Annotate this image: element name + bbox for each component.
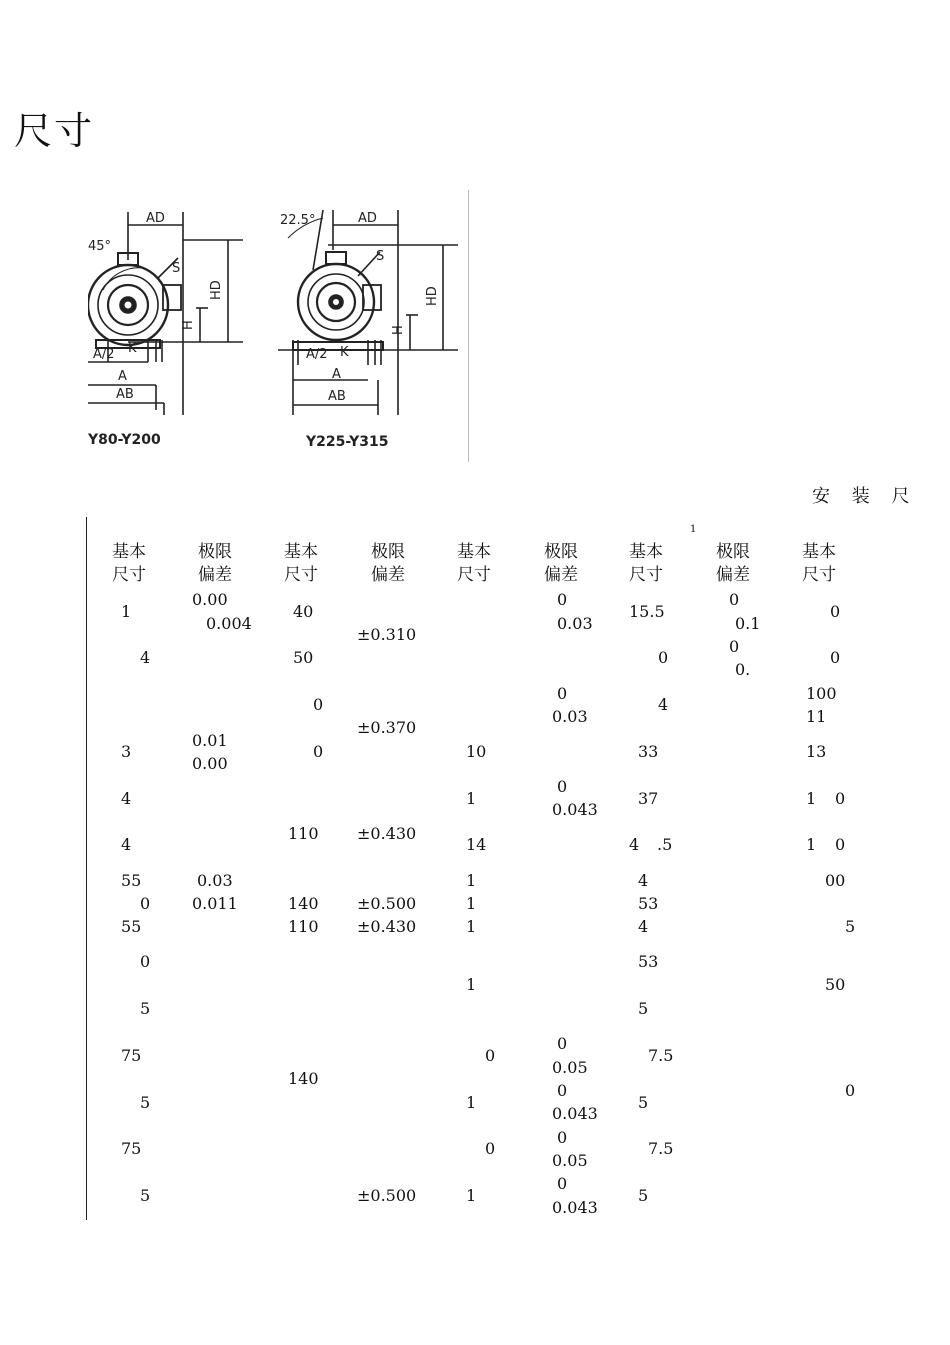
- table-cell: 75: [121, 1046, 142, 1065]
- table-cell: 5: [638, 1186, 649, 1205]
- table-cell: 1: [466, 1186, 477, 1205]
- table-cell: 4: [121, 835, 132, 854]
- column-header-line2: 偏差: [198, 565, 232, 585]
- table-cell: 1: [806, 835, 817, 854]
- table-cell: 10: [466, 742, 487, 761]
- table-cell: 0.03: [552, 707, 588, 726]
- table-cell: 0: [313, 742, 324, 761]
- table-cell: 0.004: [206, 614, 252, 633]
- table-cell: .5: [657, 835, 673, 854]
- column-header-line1: 基本: [457, 542, 491, 562]
- table-cell: 0: [835, 789, 846, 808]
- table-cell: 0: [557, 590, 568, 609]
- table-cell: 1: [466, 917, 477, 936]
- table-cell: 0: [830, 602, 841, 621]
- table-cell: 50: [825, 975, 846, 994]
- table-cell: 0: [845, 1081, 856, 1100]
- table-cell: 1: [806, 789, 817, 808]
- table-cell: 0: [557, 1128, 568, 1147]
- table-cell: 1: [466, 789, 477, 808]
- left-motor-drawing: [88, 212, 243, 415]
- column-header-line1: 基本: [629, 542, 663, 562]
- table-cell: 0.00: [192, 590, 228, 609]
- right-ab-label: AB: [328, 389, 346, 404]
- right-a2-label: A/2: [306, 347, 328, 362]
- table-cell: 0: [729, 590, 740, 609]
- table-cell: 4: [140, 648, 151, 667]
- table-cell: 0.03: [557, 614, 593, 633]
- footnote-marker: 1: [690, 524, 697, 535]
- column-header-line2: 偏差: [544, 565, 578, 585]
- table-cell: 33: [638, 742, 659, 761]
- table-cell: 1: [466, 975, 477, 994]
- table-cell: 0.05: [552, 1151, 588, 1170]
- right-s-label: S: [376, 249, 385, 264]
- table-cell: 11: [806, 707, 827, 726]
- column-header-line2: 偏差: [716, 565, 750, 585]
- right-hd-label: HD: [425, 286, 440, 306]
- table-cell: 0: [557, 1174, 568, 1193]
- table-cell: 37: [638, 789, 659, 808]
- table-cell: 0.03: [197, 871, 233, 890]
- table-cell: 4: [638, 917, 649, 936]
- left-s-label: S: [172, 261, 181, 276]
- table-cell: 1: [466, 1093, 477, 1112]
- left-a-label: A: [118, 369, 127, 384]
- left-angle-label: 45°: [88, 239, 112, 254]
- table-cell: 00: [825, 871, 846, 890]
- column-header-line2: 尺寸: [457, 565, 491, 585]
- column-header: [802, 541, 836, 587]
- column-header-line1: 基本: [112, 542, 146, 562]
- table-cell: 4: [638, 871, 649, 890]
- table-cell: 100: [806, 684, 837, 703]
- column-header: [198, 541, 232, 587]
- left-k-label: K: [128, 341, 137, 356]
- column-header-line2: 尺寸: [629, 565, 663, 585]
- table-cell: 1: [466, 871, 477, 890]
- left-hd-label: HD: [209, 280, 224, 300]
- column-header: [284, 541, 318, 587]
- table-cell: 3: [121, 742, 132, 761]
- table-cell: 0: [557, 777, 568, 796]
- table-cell: 0: [313, 695, 324, 714]
- table-cell: 4: [658, 695, 669, 714]
- table-cell: 14: [466, 835, 487, 854]
- table-cell: 0: [140, 952, 151, 971]
- table-cell: 75: [121, 1139, 142, 1158]
- table-cell: 5: [140, 1093, 151, 1112]
- left-a2-label: A/2: [93, 347, 115, 362]
- table-cell: 53: [638, 894, 659, 913]
- installation-size-caption: 安 装 尺: [812, 486, 918, 507]
- table-cell: 0: [830, 648, 841, 667]
- table-cell: ±0.500: [357, 894, 417, 913]
- right-h-label: H: [391, 325, 406, 335]
- page-title: 尺寸: [14, 109, 95, 153]
- table-cell: ±0.370: [357, 718, 417, 737]
- column-header-line1: 基本: [284, 542, 318, 562]
- column-header-line1: 极限: [371, 542, 405, 562]
- left-drawing-labels: [88, 211, 224, 448]
- column-header: [457, 541, 491, 587]
- table-cell: ±0.430: [357, 917, 417, 936]
- table-cell: 0.043: [552, 1198, 598, 1217]
- table-cell: 55: [121, 917, 142, 936]
- table-cell: 0.: [735, 660, 751, 679]
- column-header-line1: 极限: [544, 542, 578, 562]
- table-cell: 1: [121, 602, 132, 621]
- right-ad-label: AD: [358, 211, 377, 226]
- right-a-label: A: [332, 367, 341, 382]
- table-cell: 7.5: [648, 1046, 674, 1065]
- motor-drawings: [88, 190, 468, 462]
- table-cell: ±0.310: [357, 625, 417, 644]
- table-cell: 53: [638, 952, 659, 971]
- table-cell: 0: [835, 835, 846, 854]
- table-cell: 0: [140, 894, 151, 913]
- table-cell: 5: [140, 1186, 151, 1205]
- table-cell: ±0.430: [357, 824, 417, 843]
- right-drawing-caption: Y225-Y315: [306, 434, 389, 450]
- table-cell: 0: [557, 684, 568, 703]
- column-header-line1: 极限: [716, 542, 750, 562]
- table-cell: 0: [485, 1139, 496, 1158]
- column-header: [544, 541, 578, 587]
- table-cell: ±0.500: [357, 1186, 417, 1205]
- column-header-line2: 尺寸: [284, 565, 318, 585]
- table-cell: 15.5: [629, 602, 665, 621]
- table-cell: 0.1: [735, 614, 761, 633]
- column-header: [371, 541, 405, 587]
- table-cell: 110: [288, 824, 319, 843]
- left-ad-label: AD: [146, 211, 165, 226]
- table-left-border: [86, 517, 87, 1220]
- table-cell: 4: [121, 789, 132, 808]
- table-cell: 0.043: [552, 1104, 598, 1123]
- table-cell: 50: [293, 648, 314, 667]
- table-cell: 5: [845, 917, 856, 936]
- column-header-line2: 偏差: [371, 565, 405, 585]
- table-cell: 0.05: [552, 1058, 588, 1077]
- table-cell: 110: [288, 917, 319, 936]
- column-header-line2: 尺寸: [112, 565, 146, 585]
- table-cell: 0.011: [192, 894, 238, 913]
- left-drawing-caption: Y80-Y200: [88, 432, 161, 448]
- column-header-line1: 基本: [802, 542, 836, 562]
- table-cell: 5: [140, 999, 151, 1018]
- table-cell: 140: [288, 894, 319, 913]
- table-cell: 5: [638, 1093, 649, 1112]
- column-header-line1: 极限: [198, 542, 232, 562]
- table-cell: 5: [638, 999, 649, 1018]
- table-cell: 0.00: [192, 754, 228, 773]
- column-header: [716, 541, 750, 587]
- left-ab-label: AB: [116, 387, 134, 402]
- right-k-label: K: [340, 345, 349, 360]
- table-cell: 0: [485, 1046, 496, 1065]
- table-cell: 55: [121, 871, 142, 890]
- right-motor-drawing: [278, 210, 458, 415]
- right-angle-label: 22.5°: [280, 213, 316, 228]
- left-h-label: H: [181, 320, 196, 330]
- table-cell: 7.5: [648, 1139, 674, 1158]
- motor-dimension-figure: [88, 190, 469, 462]
- column-header: [629, 541, 663, 587]
- table-cell: 0: [557, 1081, 568, 1100]
- table-cell: 4: [629, 835, 640, 854]
- table-cell: 0: [729, 637, 740, 656]
- table-cell: 0.01: [192, 731, 228, 750]
- column-header: [112, 541, 146, 587]
- table-cell: 0.043: [552, 800, 598, 819]
- table-cell: 1: [466, 894, 477, 913]
- table-cell: 40: [293, 602, 314, 621]
- table-cell: 13: [806, 742, 827, 761]
- table-cell: 0: [557, 1034, 568, 1053]
- column-header-line2: 尺寸: [802, 565, 836, 585]
- table-cell: 0: [658, 648, 669, 667]
- table-cell: 140: [288, 1069, 319, 1088]
